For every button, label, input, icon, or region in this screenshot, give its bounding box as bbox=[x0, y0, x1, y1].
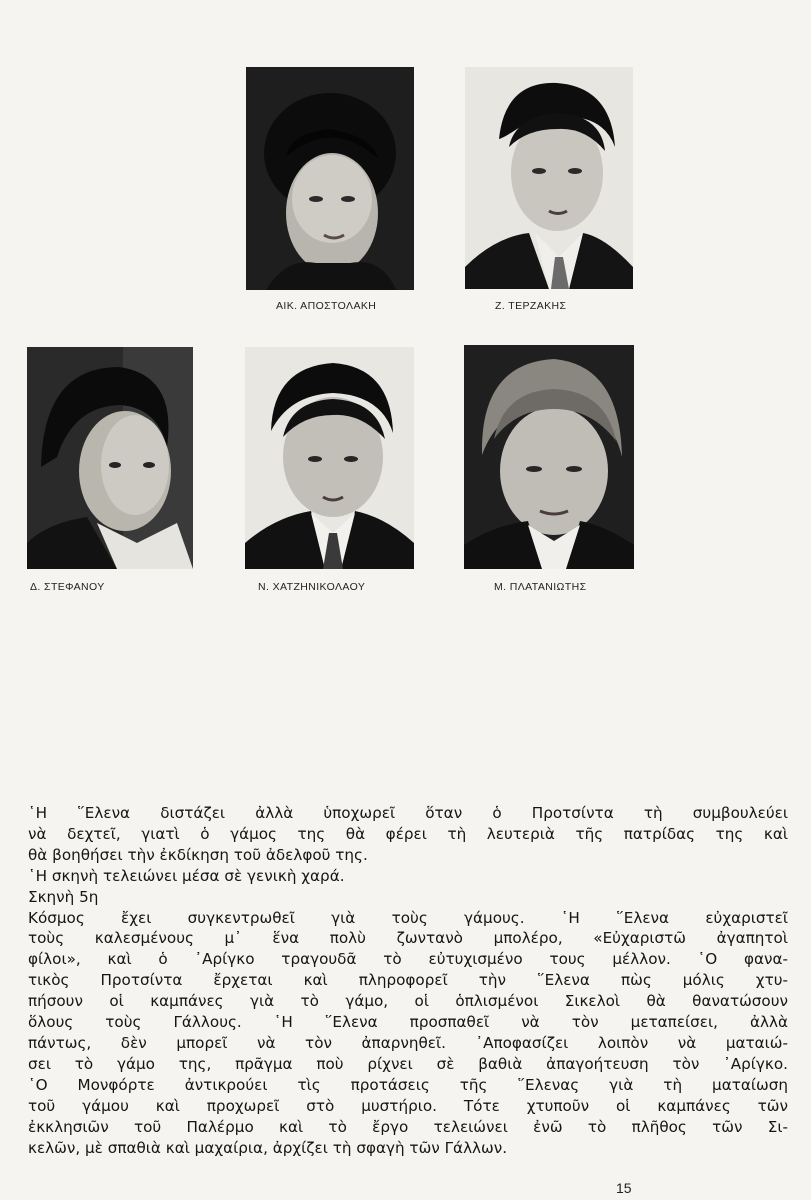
text-line: φίλοι», καὶ ὁ ᾽Αρίγκο τραγουδᾶ τὸ εὐτυχισμένο τους μέλλον. ῾Ο φανα- bbox=[28, 950, 788, 969]
text-line: τοῦ γάμου καὶ προχωρεῖ στὸ μυστήριο. Τότε χτυποῦν οἱ καμπάνες τῶν bbox=[28, 1096, 788, 1115]
portrait-photo-plataniotis bbox=[464, 345, 634, 569]
text-line: ῾Η ῞Ελενα διστάζει ἀλλὰ ὑποχωρεῖ ὅταν ὁ Προτσίντα τὴ συμβουλεύει bbox=[28, 804, 788, 822]
synopsis-text bbox=[28, 803, 788, 1158]
text-line: τικὸς Προτσίντα ἔρχεται καὶ πληροφορεῖ τὴν ῞Ελενα πὼς μόλις χτυ- bbox=[28, 971, 788, 990]
caption-stefanou: Δ. ΣΤΕΦΑΝΟΥ bbox=[30, 581, 105, 593]
portrait-photo-terzakis bbox=[465, 67, 633, 289]
text-line: ῾Ο Μονφόρτε ἀντικρούει τὶς προτάσεις τῆς ῞Ελενας γιὰ τὴ ματαίωση bbox=[28, 1075, 788, 1094]
portrait-image bbox=[464, 345, 634, 569]
portrait-image bbox=[246, 67, 414, 290]
portrait-image bbox=[27, 347, 193, 569]
caption-apostolaki: ΑΙΚ. ΑΠΟΣΤΟΛΑΚΗ bbox=[276, 300, 377, 312]
portrait-image bbox=[465, 67, 633, 289]
text-line: πήσουν οἱ καμπάνες γιὰ τὸ γάμο, οἱ ὁπλισμένοι Σικελοὶ θὰ θανατώσουν bbox=[28, 992, 788, 1011]
text-line: ῾Η σκηνὴ τελειώνει μέσα σὲ γενικὴ χαρά. bbox=[28, 866, 345, 885]
text-line: θὰ βοηθήσει τὴν ἐκδίκηση τοῦ ἀδελφοῦ της. bbox=[28, 845, 368, 864]
caption-chatzinikolaou: Ν. ΧΑΤΖΗΝΙΚΟΛΑΟΥ bbox=[258, 581, 366, 593]
text-line: σει τὸ γάμο της, πρᾶγμα ποὺ ρίχνει σὲ βαθιὰ ἀπαγοήτευση τὸν ᾽Αρίγκο. bbox=[28, 1054, 788, 1073]
text-line: τοὺς καλεσμένους μ᾽ ἕνα πολὺ ζωντανὸ μπολέρο, «Εὐχαριστῶ ἀγαπητοὶ bbox=[28, 929, 788, 948]
portrait-photo-stefanou bbox=[27, 347, 193, 569]
portrait-photo-apostolaki bbox=[246, 67, 414, 290]
portrait-photo-chatzinikolaou bbox=[245, 347, 414, 569]
scene-heading: Σκηνὴ 5η bbox=[28, 887, 99, 906]
text-line: Κόσμος ἔχει συγκεντρωθεῖ γιὰ τοὺς γάμους. ῾Η ῞Ελενα εὐχαριστεῖ bbox=[28, 908, 788, 927]
portrait-image bbox=[245, 347, 414, 569]
text-line: ἐκκλησιῶν τοῦ Παλέρμο καὶ τὸ ἔργο τελειώνει ἐνῶ τὸ πλῆθος τῶν Σι- bbox=[28, 1117, 788, 1136]
page-number: 15 bbox=[616, 1180, 632, 1196]
caption-terzakis: Ζ. ΤΕΡΖΑΚΗΣ bbox=[495, 300, 567, 312]
text-line: κελῶν, μὲ σπαθιὰ καὶ μαχαίρια, ἀρχίζει τὴ σφαγὴ τῶν Γάλλων. bbox=[28, 1138, 508, 1157]
text-line: πάντως, δὲν μπορεῖ νὰ τὸν ἀπαρνηθεῖ. ᾽Αποφασίζει λοιπὸν νὰ ματαιώ- bbox=[28, 1033, 788, 1052]
text-line: νὰ δεχτεῖ, γιατὶ ὁ γάμος της θὰ φέρει τὴ λευτεριὰ τῆς πατρίδας της καὶ bbox=[28, 824, 788, 843]
caption-plataniotis: Μ. ΠΛΑΤΑΝΙΩΤΗΣ bbox=[494, 581, 587, 593]
text-line: ὅλους τοὺς Γάλλους. ῾Η ῞Ελενα προσπαθεῖ νὰ τὸν μεταπείσει, ἀλλὰ bbox=[28, 1013, 788, 1032]
